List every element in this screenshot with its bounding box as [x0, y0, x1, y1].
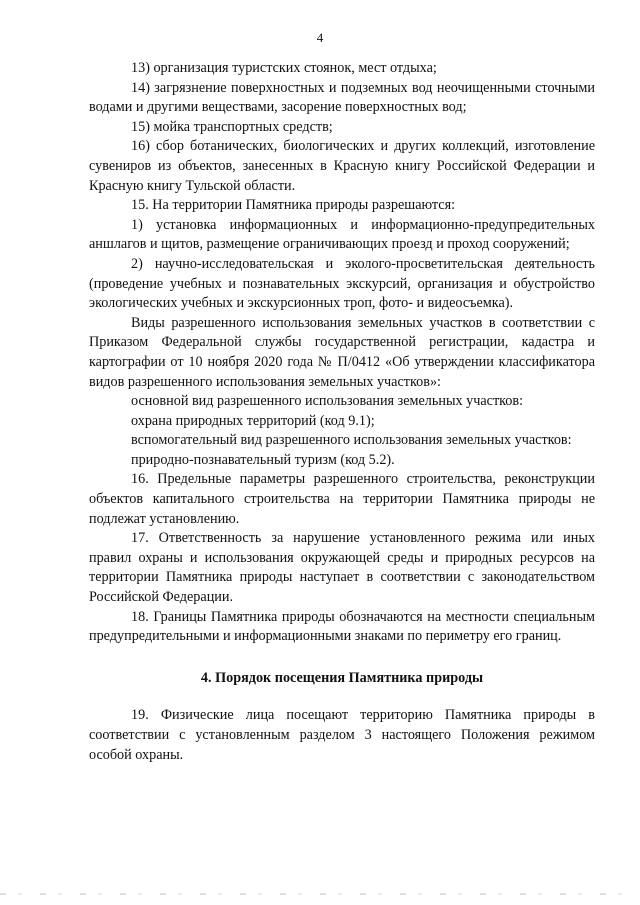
clause-19: 19. Физические лица посещают территорию Памятника природы в соответствии с установленным разделом 3 настоящего Положения режимом особой охраны.: [89, 707, 595, 763]
page-number: 4: [316, 30, 324, 45]
permitted-item-2: 2) научно-исследовательская и эколого-просветительская деятельность (проведение учебных и познавательных экскурсий, организация и обустройство экологических учебных и экскурсионных троп, фото- и видеосъемка).: [89, 255, 595, 312]
clause-15: 15. На территории Памятника природы разрешаются:: [131, 197, 456, 214]
list-item-15: 15) мойка транспортных средств;: [131, 118, 333, 135]
list-item-14: 14) загрязнение поверхностных и подземных вод неочищенными сточными водами и другими веществами, засорение поверхностных вод;: [89, 79, 595, 116]
clause-17: 17. Ответственность за нарушение установленного режима или иных правил охраны и использования окружающей среды и природных ресурсов на территории Памятника природы наступает в соответствии с законодательством Российской Федерации.: [89, 530, 595, 606]
list-item-13: 13) организация туристских стоянок, мест отдыха;: [131, 60, 437, 76]
document-body: [89, 59, 595, 765]
main-use-type-value: охрана природных территорий (код 9.1);: [131, 412, 375, 429]
clause-16: 16. Предельные параметры разрешенного строительства, реконструкции объектов капитального строительства на территории Памятника природы не подлежат установлению.: [89, 471, 595, 527]
auxiliary-use-type-label: вспомогательный вид разрешенного использования земельных участков:: [131, 432, 572, 449]
list-item-16: 16) сбор ботанических, биологических и других коллекций, изготовление сувениров из объектов, занесенных в Красную книгу Российской Федерации и Красную книгу Тульской области.: [89, 138, 595, 194]
section-heading: 4. Порядок посещения Памятника природы: [200, 669, 484, 686]
land-use-types-paragraph: Виды разрешенного использования земельных участков в соответствии с Приказом Федеральной службы государственной регистрации, кадастра и картографии от 10 ноября 2020 года № П/0412 «Об утверждении классификатора видов разрешенного использования земельных участков»:: [89, 314, 595, 390]
clause-18: 18. Границы Памятника природы обозначаются на местности специальным предупредительными и информационными знаками по периметру его границ.: [89, 608, 595, 645]
main-use-type-label: основной вид разрешенного использования земельных участков:: [131, 393, 524, 410]
permitted-item-1: 1) установка информационных и информационно-предупредительных аншлагов и щитов, размещение ограничивающих проезд и проход сооружений;: [89, 216, 595, 253]
auxiliary-use-type-value: природно-познавательный туризм (код 5.2).: [131, 451, 395, 468]
scan-artifact-line: [0, 893, 640, 895]
